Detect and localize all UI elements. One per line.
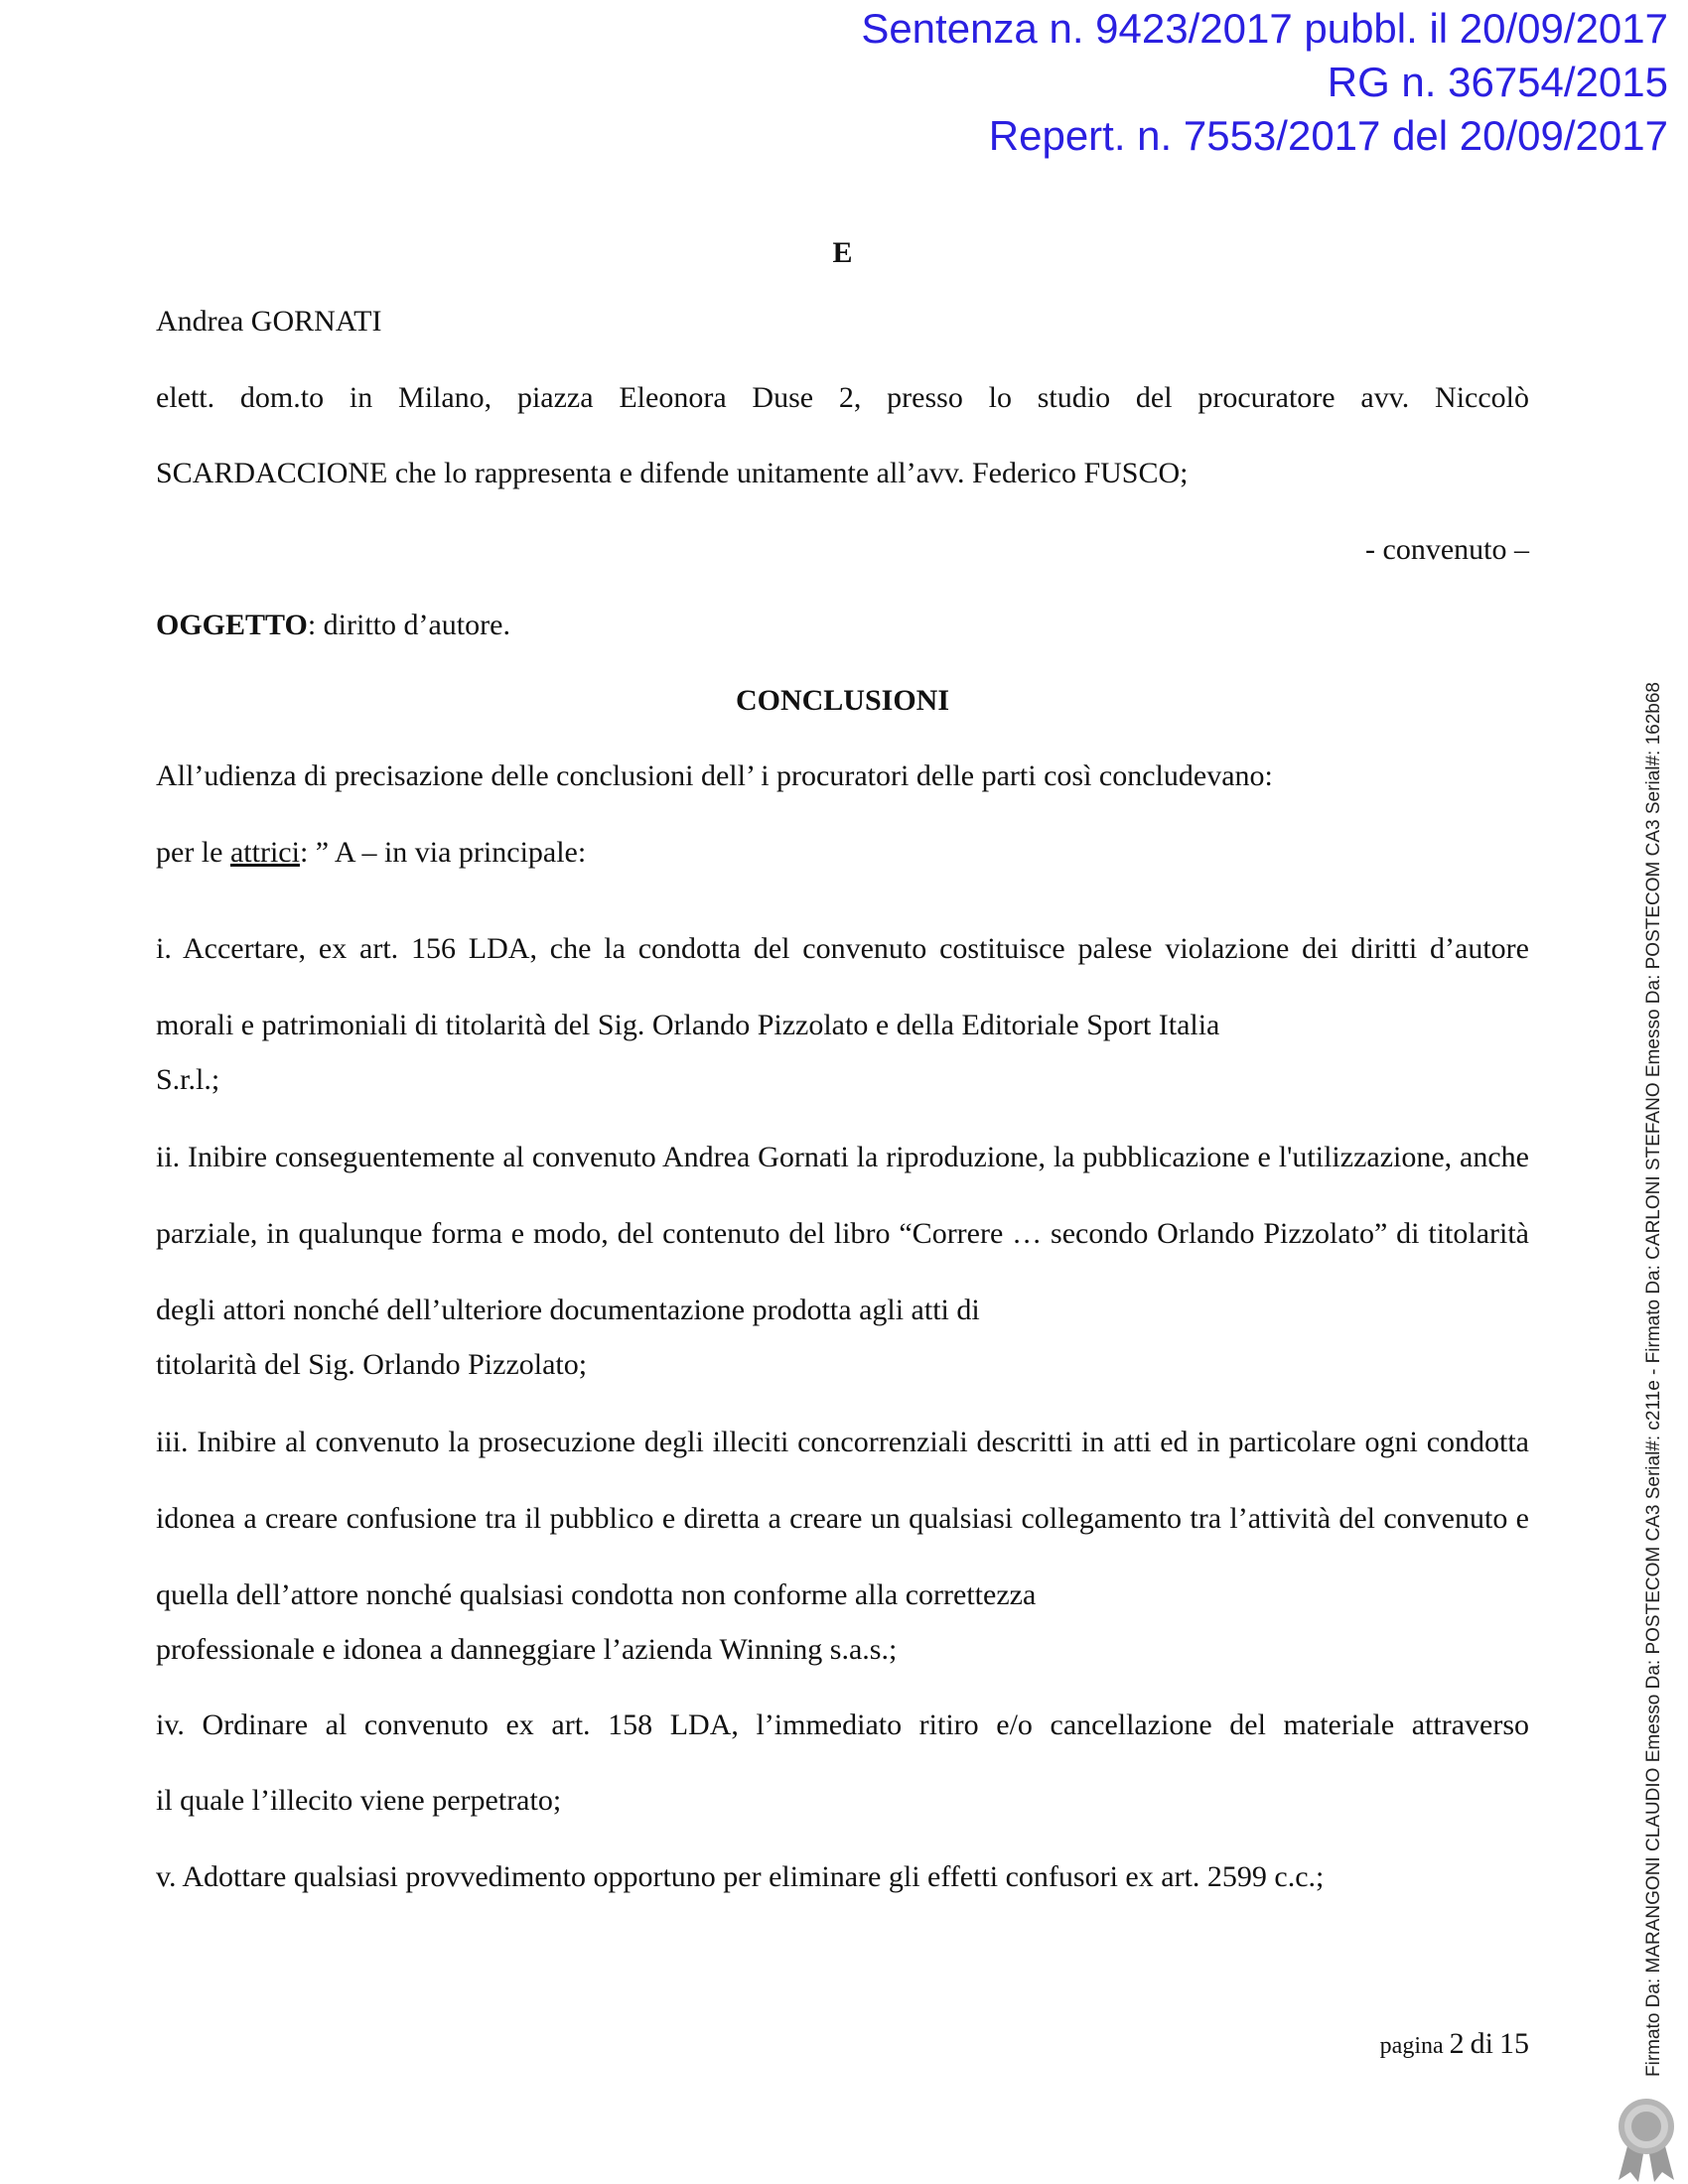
digital-signature-strip: Firmato Da: MARANGONI CLAUDIO Emesso Da: POSTECOM CA3 Serial#: c211e - Firmato Da: CARLONI STEFANO Emesso Da: POSTECOM CA3 Serial#: 162b68	[1643, 682, 1664, 2077]
attrici-suffix: : ” A – in via principale:	[299, 836, 587, 869]
attrici-prefix: per le	[156, 836, 230, 869]
pagina-label: pagina	[1379, 2033, 1444, 2059]
repertorio-number: Repert. n. 7553/2017 del 20/09/2017	[988, 112, 1668, 159]
page-footer	[1380, 2027, 1529, 2061]
document-body	[156, 228, 1529, 1896]
item-iii: iii. Inibire al convenuto la prosecuzione degli illeciti concorrenziali descritti in atti ed in particolare ogni condotta idonea a creare confusione tra il pubblico e diretta a creare un qualsiasi collegamento tra l’attività del convenuto e quella dell’attore nonché qualsiasi condotta non conforme alla correttezza	[156, 1426, 1529, 1611]
e-heading: E	[832, 236, 853, 269]
di-label: di	[1470, 2027, 1493, 2060]
rg-number: RG n. 36754/2015	[1327, 59, 1668, 105]
defendant-name: Andrea GORNATI	[156, 305, 382, 338]
item-iv: iv. Ordinare al convenuto ex art. 158 LDA, l’immediato ritiro e/o cancellazione del materiale attraverso	[156, 1708, 1529, 1741]
oggetto-line	[156, 607, 1529, 644]
sentence-number: Sentenza n. 9423/2017 pubbl. il 20/09/2017	[861, 5, 1668, 52]
oggetto-label: OGGETTO	[156, 609, 308, 641]
page-total: 15	[1499, 2027, 1529, 2060]
attrici-line	[156, 834, 1529, 872]
item-i: i. Accertare, ex art. 156 LDA, che la condotta del convenuto costituisce palese violazione dei diritti d’autore morali e patrimoniali di titolarità del Sig. Orlando Pizzolato e della Editoriale Sport Italia	[156, 932, 1529, 1041]
address-line-2: SCARDACCIONE che lo rappresenta e difende unitamente all’avv. Federico FUSCO;	[156, 457, 1189, 489]
document-header	[861, 0, 1668, 163]
item-ii-end: titolarità del Sig. Orlando Pizzolato;	[156, 1348, 588, 1381]
attrici-word: attrici	[229, 836, 300, 869]
item-i-end: S.r.l.;	[156, 1063, 220, 1096]
oggetto-text: : diritto d’autore.	[307, 609, 510, 641]
item-iv-end: il quale l’illecito viene perpetrato;	[156, 1784, 562, 1817]
address-line-1: elett. dom.to in Milano, piazza Eleonora Duse 2, presso lo studio del procuratore avv. Niccolò	[156, 381, 1529, 414]
party-role: - convenuto –	[1365, 533, 1529, 566]
item-v: v. Adottare qualsiasi provvedimento opportuno per eliminare gli effetti confusori ex art. 2599 c.c.;	[156, 1860, 1325, 1893]
seal-icon	[1609, 2095, 1684, 2182]
page-number: 2	[1449, 2027, 1465, 2060]
intro-paragraph: All’udienza di precisazione delle conclusioni dell’ i procuratori delle parti così concludevano:	[156, 759, 1273, 792]
item-iii-end: professionale e idonea a danneggiare l’azienda Winning s.a.s.;	[156, 1633, 898, 1666]
item-ii: ii. Inibire conseguentemente al convenuto Andrea Gornati la riproduzione, la pubblicazione e l'utilizzazione, anche parziale, in qualunque forma e modo, del contenuto del libro “Correre … secondo Orlando Pizzolato” di titolarità degli attori nonché dell’ulteriore documentazione prodotta agli atti di	[156, 1141, 1529, 1326]
conclusioni-heading: CONCLUSIONI	[735, 684, 950, 717]
